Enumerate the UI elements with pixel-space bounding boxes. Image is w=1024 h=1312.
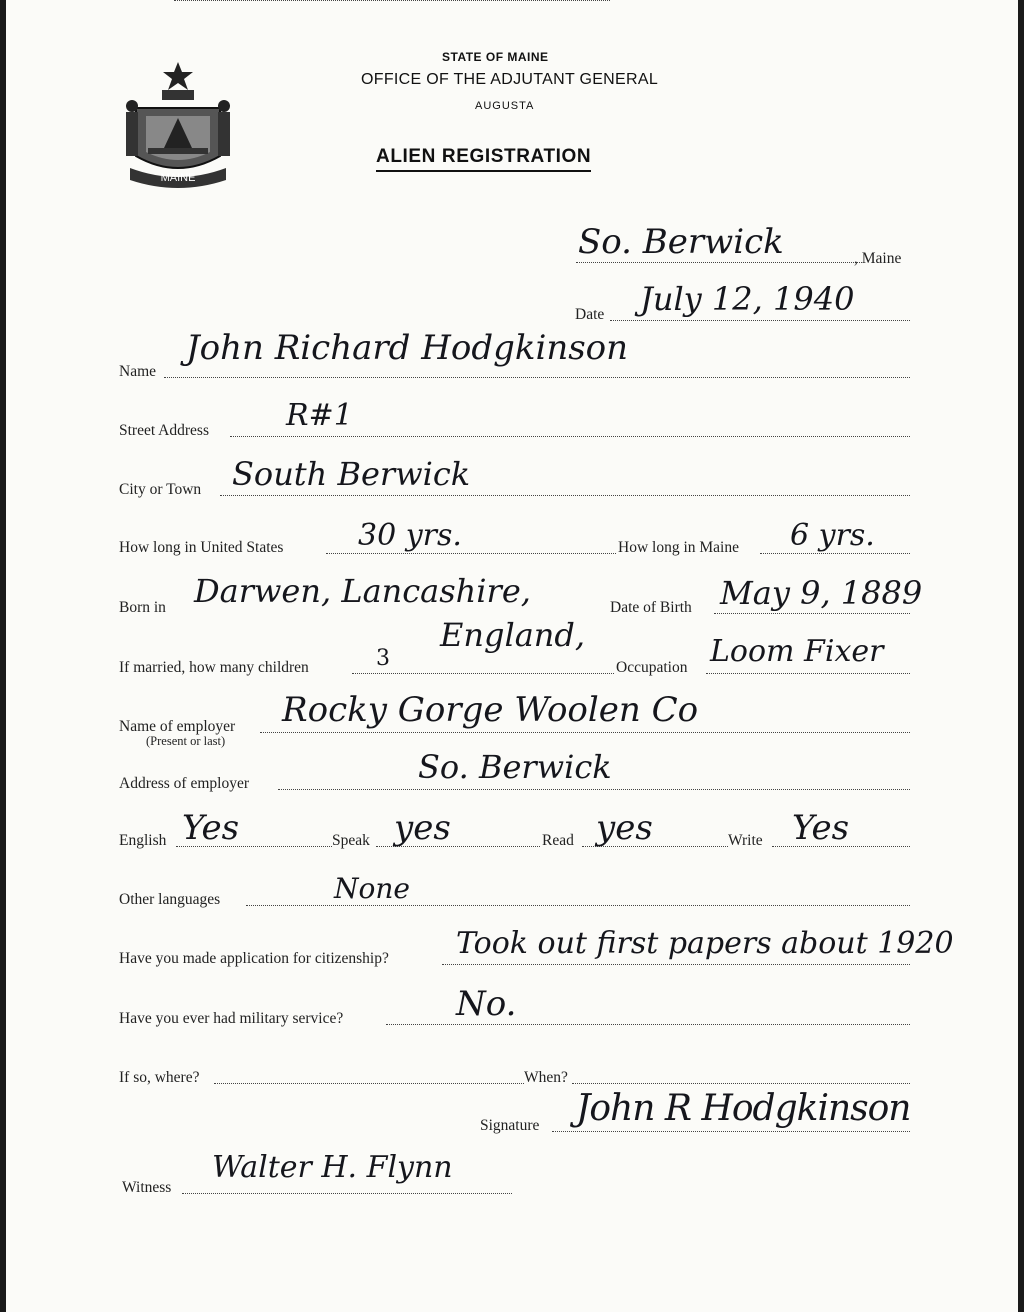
dob-label: Date of Birth — [610, 599, 692, 616]
citizenship-label: Have you made application for citizenship? — [119, 950, 389, 967]
name-value: John Richard Hodgkinson — [186, 328, 629, 368]
where-label: If so, where? — [119, 1069, 200, 1086]
born-country-value: England, — [440, 616, 586, 654]
registration-form — [6, 0, 1018, 1312]
name-label: Name — [119, 363, 157, 380]
military-value: No. — [456, 984, 517, 1024]
state-seal — [122, 60, 234, 190]
born-value: Darwen, Lancashire, — [194, 572, 531, 610]
children-label: If married, how many children — [119, 659, 309, 676]
when-label: When? — [524, 1069, 568, 1086]
write-value: Yes — [792, 808, 850, 848]
occupation-label: Occupation — [616, 659, 688, 676]
header-office: OFFICE OF THE ADJUTANT GENERAL — [361, 71, 659, 88]
citizenship-value: Took out first papers about 1920 — [456, 926, 954, 961]
city-label: City or Town — [119, 481, 202, 498]
place-suffix: , Maine — [854, 250, 902, 267]
witness-value: Walter H. Flynn — [212, 1150, 453, 1185]
signature-value: John R Hodgkinson — [576, 1088, 911, 1129]
english-label: English — [119, 832, 167, 849]
read-label: Read — [542, 832, 574, 849]
signature-label: Signature — [480, 1117, 540, 1134]
other-languages-label: Other languages — [119, 891, 221, 908]
born-label: Born in — [119, 599, 166, 616]
military-label: Have you ever had military service? — [119, 1010, 344, 1027]
speak-value: yes — [394, 808, 451, 848]
children-value: 3 — [376, 646, 390, 671]
maine-time-label: How long in Maine — [618, 539, 739, 556]
write-label: Write — [728, 832, 763, 849]
read-value: yes — [596, 808, 653, 848]
employer-address-label: Address of employer — [119, 775, 249, 792]
us-time-label: How long in United States — [119, 539, 284, 556]
occupation-value: Loom Fixer — [710, 634, 884, 669]
street-value: R#1 — [286, 398, 353, 433]
header-city: AUGUSTA — [475, 100, 535, 112]
employer-label: Name of employer — [119, 718, 236, 735]
english-value: Yes — [182, 808, 240, 848]
dob-value: May 9, 1889 — [720, 574, 923, 612]
svg-text:MAINE: MAINE — [160, 172, 196, 184]
place-value: So. Berwick — [578, 222, 784, 262]
speak-label: Speak — [332, 832, 370, 849]
us-time-value: 30 yrs. — [358, 518, 462, 553]
employer-address-value: So. Berwick — [418, 748, 612, 786]
employer-sublabel: (Present or last) — [146, 734, 226, 748]
witness-label: Witness — [122, 1179, 172, 1196]
header-state: STATE OF MAINE — [442, 50, 549, 64]
form-title: ALIEN REGISTRATION — [376, 146, 591, 172]
city-value: South Berwick — [232, 455, 471, 493]
date-value: July 12, 1940 — [640, 280, 855, 318]
maine-time-value: 6 yrs. — [790, 518, 875, 553]
employer-value: Rocky Gorge Woolen Co — [282, 690, 699, 730]
other-languages-value: None — [334, 872, 410, 905]
date-label: Date — [575, 306, 605, 323]
street-label: Street Address — [119, 422, 209, 439]
